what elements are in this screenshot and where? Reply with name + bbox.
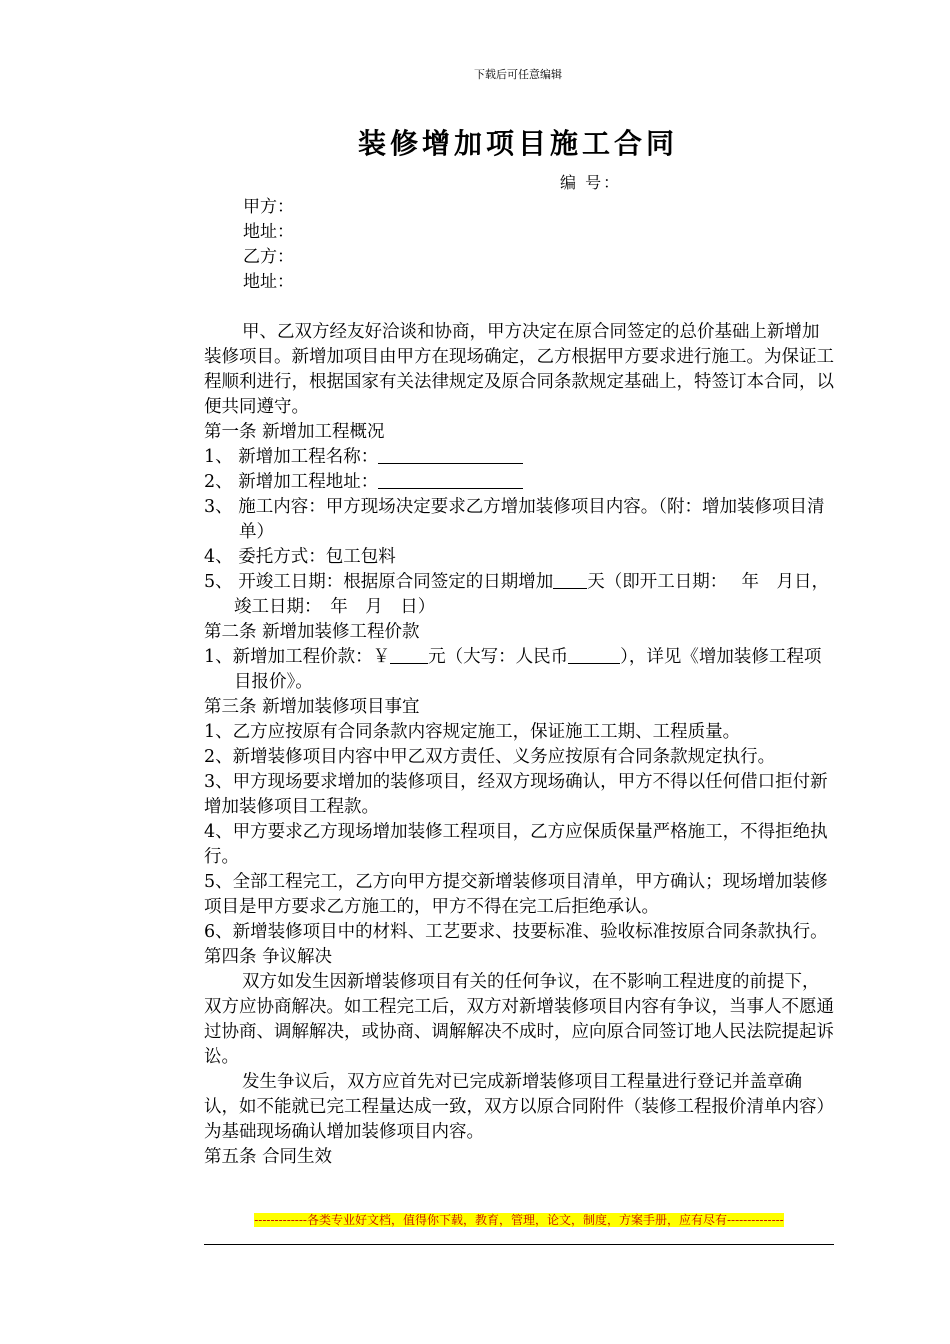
article-1-item-3: 3、 施工内容：甲方现场决定要求乙方增加装修项目内容。（附：增加装修项目清单） [204, 497, 825, 542]
parties-block [243, 195, 294, 295]
party-a-label: 甲方： [243, 197, 294, 217]
article-2-heading: 第二条 新增加装修工程价款 [204, 622, 420, 642]
article-2-item-1: 1、新增加工程价款：￥ 元（大写：人民币 ），详见《增加装修工程项目报价》。 [204, 647, 822, 692]
article-4-heading: 第四条 争议解决 [204, 947, 333, 967]
article-5-heading: 第五条 合同生效 [204, 1147, 333, 1167]
price-words-blank [568, 645, 620, 664]
intro-paragraph: 甲、乙双方经友好洽谈和协商，甲方决定在原合同签定的总价基础上新增加装修项目。新增加项目由甲方在现场确定，乙方根据甲方要求进行施工。为保证工程顺利进行，根据国家有关法律规定及原合同条款规定基础上，特签订本合同，以便共同遵守。 [204, 322, 834, 417]
extra-days-blank [553, 570, 587, 589]
document-title: 装修增加项目施工合同 [357, 127, 678, 160]
article-1-item-5: 5、 开竣工日期：根据原合同签定的日期增加 天（即开工日期： 年 月日，竣工日期： 年 月 日） [204, 572, 830, 617]
party-b-label: 乙方： [243, 247, 294, 267]
article-3-item-5: 5、全部工程完工，乙方向甲方提交新增装修项目清单，甲方确认；现场增加装修项目是甲方要求乙方施工的，甲方不得在完工后拒绝承认。 [204, 872, 828, 917]
article-3-item-6: 6、新增装修项目中的材料、工艺要求、技要标准、验收标准按原合同条款执行。 [204, 922, 828, 942]
article-3-heading: 第三条 新增加装修项目事宜 [204, 697, 420, 717]
article-3-item-4: 4、甲方要求乙方现场增加装修工程项目，乙方应保质保量严格施工，不得拒绝执行。 [204, 822, 828, 867]
contract-body [204, 320, 834, 1170]
article-4-paragraph-1: 双方如发生因新增装修项目有关的任何争议，在不影响工程进度的前提下，双方应协商解决。如工程完工后，双方对新增装修项目内容有争议，当事人不愿通过协商、调解解决，或协商、调解解决不成时，应向原合同签订地人民法院提起诉讼。 [204, 972, 834, 1067]
article-1-item-4: 4、 委托方式：包工包料 [204, 547, 396, 567]
article-3-item-2: 2、新增装修项目内容中甲乙双方责任、义务应按原有合同条款规定执行。 [204, 747, 776, 767]
article-4-paragraph-2: 发生争议后，双方应首先对已完成新增装修项目工程量进行登记并盖章确认，如不能就已完工程量达成一致，双方以原合同附件（装修工程报价清单内容）为基础现场确认增加装修项目内容。 [204, 1072, 834, 1142]
footer-rule [204, 1244, 834, 1245]
party-b-address-label: 地址： [243, 272, 294, 292]
footer-banner-text: -------------各类专业好文档，值得你下载，教育，管理，论文，制度，方案手册，应有尽有-------------- [254, 1213, 784, 1227]
article-1-heading: 第一条 新增加工程概况 [204, 422, 385, 442]
article-3-item-3: 3、甲方现场要求增加的装修项目，经双方现场确认，甲方不得以任何借口拒付新增加装修项目工程款。 [204, 772, 828, 817]
article-1-item-2: 2、 新增加工程地址： [204, 470, 834, 495]
party-a-address-label: 地址： [243, 222, 294, 242]
project-name-blank [378, 445, 523, 464]
header-note: 下载后可任意编辑 [474, 68, 562, 81]
article-3-item-1: 1、乙方应按原有合同条款内容规定施工，保证施工工期、工程质量。 [204, 722, 741, 742]
footer-banner [204, 1212, 834, 1228]
article-1-item-1: 1、 新增加工程名称： [204, 445, 834, 470]
price-amount-blank [390, 645, 428, 664]
contract-number-label: 编 号： [560, 173, 622, 192]
project-address-blank [378, 470, 523, 489]
